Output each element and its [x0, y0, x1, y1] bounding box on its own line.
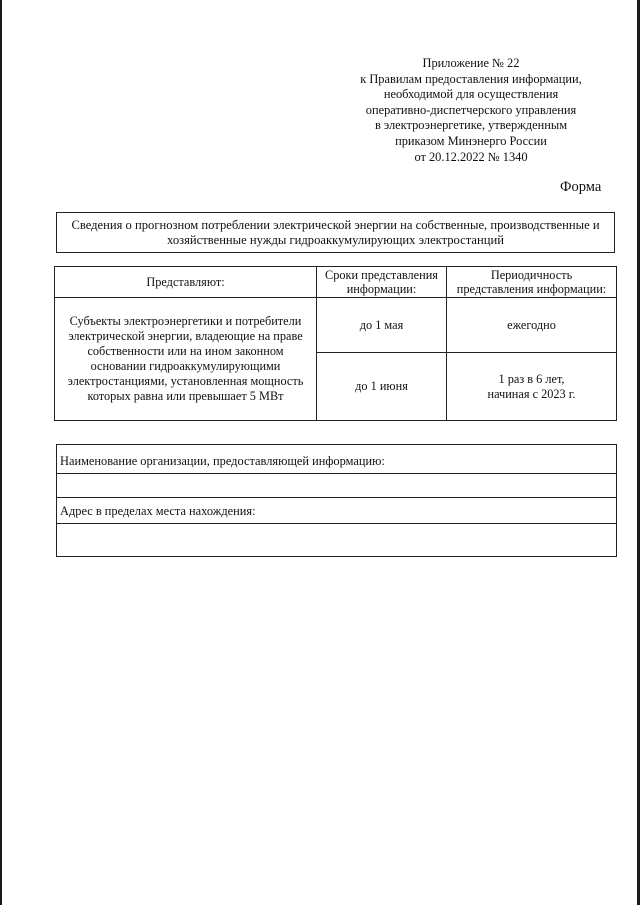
header-submitters: Представляют:	[55, 267, 317, 298]
appendix-line: от 20.12.2022 № 1340	[414, 149, 528, 164]
appendix-line: приказом Минэнерго России	[395, 133, 547, 148]
submitters-line: которых равна или превышает 5 МВт	[87, 389, 284, 403]
appendix-line: Приложение № 22	[422, 56, 520, 70]
org-name-label-row	[57, 445, 616, 474]
organization-info-block	[56, 444, 617, 557]
address-label: Адрес в пределах места нахождения:	[60, 504, 256, 518]
submitters-cell	[55, 298, 317, 421]
header-frequency-line: Периодичность	[490, 267, 573, 282]
schedule-table	[54, 266, 617, 421]
appendix-header	[340, 56, 602, 165]
appendix-line: к Правилам предоставления информации,	[360, 71, 582, 86]
frequency-line: 1 раз в 6 лет,	[498, 372, 565, 386]
frequency-cell	[447, 298, 617, 353]
appendix-line: необходимой для осуществления	[383, 87, 559, 102]
submitters-line: электростанциями, установленная мощность	[67, 374, 304, 388]
appendix-line: оперативно-диспетчерского управления	[365, 102, 577, 117]
document-title	[56, 212, 615, 253]
appendix-line: в электроэнергетике, утвержденным	[374, 118, 568, 133]
title-line: Сведения о прогнозном потреблении электрической энергии на собственные, производственные и	[71, 217, 600, 232]
table-row	[55, 298, 617, 353]
frequency-line: ежегодно	[507, 317, 556, 332]
submitters-line: Субъекты электроэнергетики и потребители	[69, 314, 302, 328]
title-line: хозяйственные нужды гидроаккумулирующих электростанций	[167, 232, 504, 247]
header-frequency	[447, 267, 617, 298]
header-deadline-line: Сроки представления	[325, 267, 438, 282]
frequency-cell	[447, 353, 617, 421]
header-deadline	[317, 267, 447, 298]
submitters-line: электрической энергии, владеющие на праве	[68, 329, 303, 343]
deadline-cell: до 1 мая	[317, 298, 447, 353]
header-frequency-line: представления информации:	[456, 282, 607, 296]
scan-edge-left	[0, 0, 2, 905]
submitters-line: собственности или на ином законном	[87, 344, 284, 358]
address-label-row	[57, 498, 616, 524]
form-label: Форма	[560, 179, 602, 195]
org-name-label: Наименование организации, предоставляющей информацию:	[60, 454, 385, 468]
header-deadline-line: информации:	[346, 282, 417, 296]
address-field[interactable]	[57, 524, 616, 557]
deadline-cell: до 1 июня	[317, 353, 447, 421]
frequency-line: начиная с 2023 г.	[487, 386, 576, 401]
submitters-line: основании гидроаккумулирующими	[90, 359, 281, 373]
table-header-row	[55, 267, 617, 298]
org-name-field[interactable]	[57, 474, 616, 498]
